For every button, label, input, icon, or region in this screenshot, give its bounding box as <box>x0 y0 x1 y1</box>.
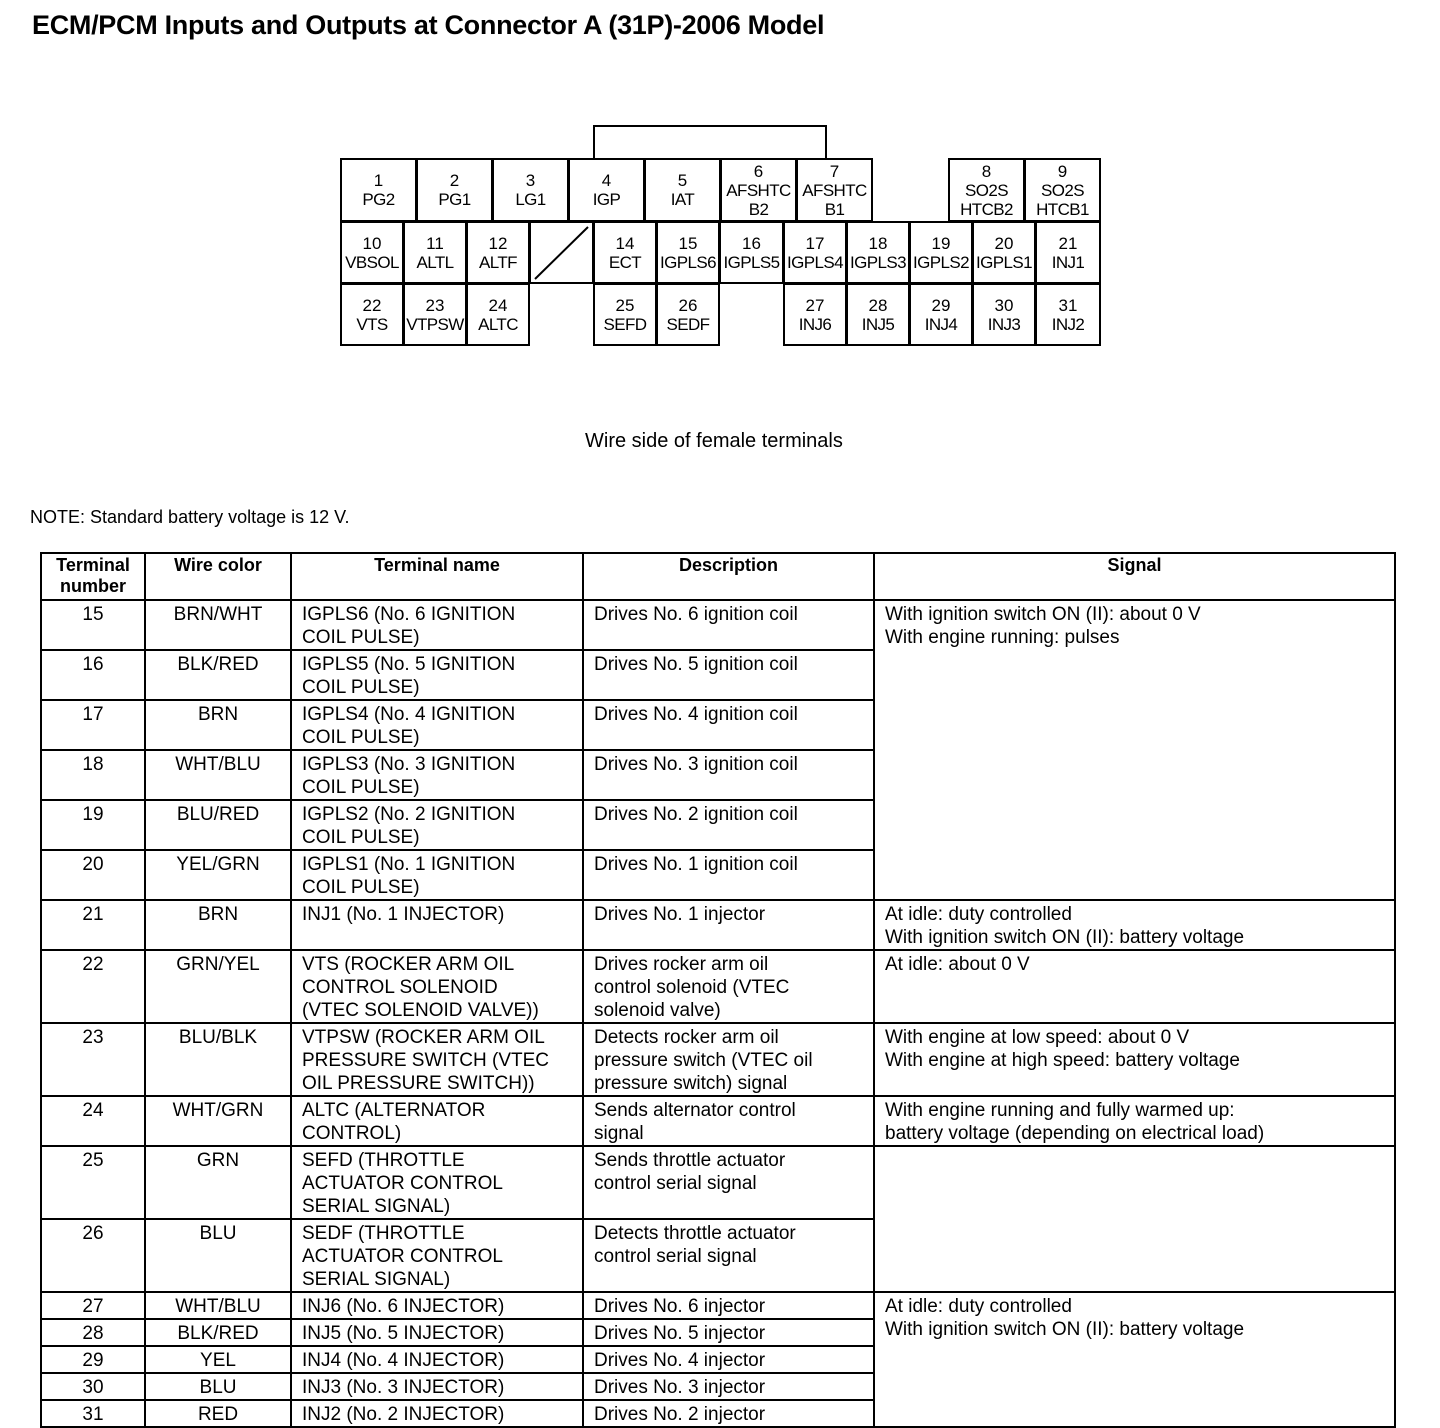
description-cell: Drives No. 4 injector <box>583 1346 874 1373</box>
signal-cell <box>874 1146 1395 1292</box>
description-cell: Drives No. 2 ignition coil <box>583 800 874 850</box>
terminal-name-cell: INJ2 (No. 2 INJECTOR) <box>291 1400 583 1427</box>
diagram-caption: Wire side of female terminals <box>585 430 843 452</box>
wire-color-cell: GRN <box>145 1146 291 1219</box>
description-cell: Drives No. 6 injector <box>583 1292 874 1319</box>
description-cell: Drives rocker arm oil control solenoid (VTEC solenoid valve) <box>583 950 874 1023</box>
pin-18: 18 IGPLS3 <box>846 221 910 284</box>
table-row <box>41 600 1395 650</box>
terminal-number-cell: 23 <box>41 1023 145 1096</box>
wire-color-cell: BRN <box>145 900 291 950</box>
pin-15: 15 IGPLS6 <box>656 221 720 284</box>
signal-cell: With ignition switch ON (II): about 0 V With engine running: pulses <box>874 600 1395 900</box>
header-wire-color: Wire color <box>145 553 291 600</box>
terminal-number-cell: 29 <box>41 1346 145 1373</box>
terminal-name-cell: SEFD (THROTTLE ACTUATOR CONTROL SERIAL SIGNAL) <box>291 1146 583 1219</box>
wire-color-cell: BRN/WHT <box>145 600 291 650</box>
terminal-name-cell: IGPLS4 (No. 4 IGNITION COIL PULSE) <box>291 700 583 750</box>
battery-note: NOTE: Standard battery voltage is 12 V. <box>30 507 350 527</box>
table-row <box>41 1292 1395 1319</box>
terminal-number-cell: 21 <box>41 900 145 950</box>
description-cell: Drives No. 1 injector <box>583 900 874 950</box>
terminal-number-cell: 28 <box>41 1319 145 1346</box>
pin-4: 4 IGP <box>568 158 645 222</box>
table-row <box>41 1096 1395 1146</box>
terminal-name-cell: INJ5 (No. 5 INJECTOR) <box>291 1319 583 1346</box>
pin-5: 5 IAT <box>644 158 721 222</box>
terminal-number-cell: 27 <box>41 1292 145 1319</box>
signal-cell: At idle: duty controlled With ignition switch ON (II): battery voltage <box>874 1292 1395 1427</box>
wire-color-cell: BLU <box>145 1373 291 1400</box>
header-terminal-name: Terminal name <box>291 553 583 600</box>
pin-3: 3 LG1 <box>492 158 569 222</box>
wire-color-cell: BLU/BLK <box>145 1023 291 1096</box>
terminal-number-cell: 18 <box>41 750 145 800</box>
terminal-name-cell: IGPLS2 (No. 2 IGNITION COIL PULSE) <box>291 800 583 850</box>
wire-color-cell: YEL/GRN <box>145 850 291 900</box>
terminal-name-cell: INJ6 (No. 6 INJECTOR) <box>291 1292 583 1319</box>
description-cell: Sends throttle actuator control serial signal <box>583 1146 874 1219</box>
wire-color-cell: BLK/RED <box>145 650 291 700</box>
terminal-name-cell: INJ3 (No. 3 INJECTOR) <box>291 1373 583 1400</box>
pin-14: 14 ECT <box>593 221 657 284</box>
pin-29: 29 INJ4 <box>909 283 973 346</box>
description-cell: Drives No. 6 ignition coil <box>583 600 874 650</box>
terminal-name-cell: ALTC (ALTERNATOR CONTROL) <box>291 1096 583 1146</box>
description-cell: Sends alternator control signal <box>583 1096 874 1146</box>
terminal-number-cell: 30 <box>41 1373 145 1400</box>
terminal-number-cell: 24 <box>41 1096 145 1146</box>
signal-cell: With engine running and fully warmed up: battery voltage (depending on electrical load) <box>874 1096 1395 1146</box>
pin-28: 28 INJ5 <box>846 283 910 346</box>
description-cell: Drives No. 3 ignition coil <box>583 750 874 800</box>
wire-color-cell: WHT/BLU <box>145 1292 291 1319</box>
wire-color-cell: BLU/RED <box>145 800 291 850</box>
pin-26: 26 SEDF <box>656 283 720 346</box>
table-row <box>41 1146 1395 1219</box>
description-cell: Detects rocker arm oil pressure switch (VTEC oil pressure switch) signal <box>583 1023 874 1096</box>
pin-2: 2 PG1 <box>416 158 493 222</box>
terminal-number-cell: 15 <box>41 600 145 650</box>
terminal-name-cell: IGPLS1 (No. 1 IGNITION COIL PULSE) <box>291 850 583 900</box>
pin-24: 24 ALTC <box>466 283 530 346</box>
pin-20: 20 IGPLS1 <box>972 221 1036 284</box>
wire-color-cell: BLK/RED <box>145 1319 291 1346</box>
terminal-name-cell: IGPLS3 (No. 3 IGNITION COIL PULSE) <box>291 750 583 800</box>
pin-11: 11 ALTL <box>403 221 467 284</box>
wire-color-cell: GRN/YEL <box>145 950 291 1023</box>
description-cell: Drives No. 3 injector <box>583 1373 874 1400</box>
description-cell: Detects throttle actuator control serial signal <box>583 1219 874 1292</box>
table-row <box>41 900 1395 950</box>
pin-23: 23 VTPSW <box>403 283 467 346</box>
description-cell: Drives No. 1 ignition coil <box>583 850 874 900</box>
pin-21: 21 INJ1 <box>1035 221 1101 284</box>
pin-10: 10 VBSOL <box>340 221 404 284</box>
pin-25: 25 SEFD <box>593 283 657 346</box>
terminal-number-cell: 31 <box>41 1400 145 1427</box>
connector-key-tab <box>593 125 827 161</box>
pin-17: 17 IGPLS4 <box>783 221 847 284</box>
description-cell: Drives No. 5 ignition coil <box>583 650 874 700</box>
pin-12: 12 ALTF <box>466 221 530 284</box>
description-cell: Drives No. 5 injector <box>583 1319 874 1346</box>
header-terminal-number: Terminal number <box>41 553 145 600</box>
pin-19: 19 IGPLS2 <box>909 221 973 284</box>
terminal-name-cell: INJ4 (No. 4 INJECTOR) <box>291 1346 583 1373</box>
header-description: Description <box>583 553 874 600</box>
wire-color-cell: BRN <box>145 700 291 750</box>
wire-color-cell: WHT/GRN <box>145 1096 291 1146</box>
header-signal: Signal <box>874 553 1395 600</box>
pin-22: 22 VTS <box>340 283 404 346</box>
pin-13-blank <box>529 221 594 284</box>
table-header-row <box>41 553 1395 600</box>
terminal-name-cell: VTS (ROCKER ARM OIL CONTROL SOLENOID (VTEC SOLENOID VALVE)) <box>291 950 583 1023</box>
terminal-number-cell: 16 <box>41 650 145 700</box>
signal-cell: With engine at low speed: about 0 V With engine at high speed: battery voltage <box>874 1023 1395 1096</box>
terminal-table <box>40 552 1396 1428</box>
terminal-number-cell: 26 <box>41 1219 145 1292</box>
wire-color-cell: WHT/BLU <box>145 750 291 800</box>
signal-cell: At idle: about 0 V <box>874 950 1395 1023</box>
terminal-number-cell: 19 <box>41 800 145 850</box>
pin-16: 16 IGPLS5 <box>719 221 784 284</box>
terminal-number-cell: 25 <box>41 1146 145 1219</box>
terminal-name-cell: VTPSW (ROCKER ARM OIL PRESSURE SWITCH (VTEC OIL PRESSURE SWITCH)) <box>291 1023 583 1096</box>
pin-6: 6 AFSHTC B2 <box>720 158 797 222</box>
terminal-name-cell: INJ1 (No. 1 INJECTOR) <box>291 900 583 950</box>
pin-31: 31 INJ2 <box>1035 283 1101 346</box>
terminal-number-cell: 22 <box>41 950 145 1023</box>
terminal-number-cell: 17 <box>41 700 145 750</box>
table-row <box>41 950 1395 1023</box>
description-cell: Drives No. 2 injector <box>583 1400 874 1427</box>
terminal-name-cell: SEDF (THROTTLE ACTUATOR CONTROL SERIAL SIGNAL) <box>291 1219 583 1292</box>
pin-1: 1 PG2 <box>340 158 417 222</box>
terminal-name-cell: IGPLS5 (No. 5 IGNITION COIL PULSE) <box>291 650 583 700</box>
wire-color-cell: YEL <box>145 1346 291 1373</box>
signal-cell: At idle: duty controlled With ignition switch ON (II): battery voltage <box>874 900 1395 950</box>
pin-9: 9 SO2S HTCB1 <box>1024 158 1101 222</box>
pin-27: 27 INJ6 <box>783 283 847 346</box>
wire-color-cell: BLU <box>145 1219 291 1292</box>
terminal-number-cell: 20 <box>41 850 145 900</box>
pin-30: 30 INJ3 <box>972 283 1036 346</box>
pin-8: 8 SO2S HTCB2 <box>948 158 1025 222</box>
description-cell: Drives No. 4 ignition coil <box>583 700 874 750</box>
table-row <box>41 1023 1395 1096</box>
wire-color-cell: RED <box>145 1400 291 1427</box>
pin-7: 7 AFSHTC B1 <box>796 158 873 222</box>
terminal-name-cell: IGPLS6 (No. 6 IGNITION COIL PULSE) <box>291 600 583 650</box>
page-title: ECM/PCM Inputs and Outputs at Connector A (31P)-2006 Model <box>32 10 825 40</box>
